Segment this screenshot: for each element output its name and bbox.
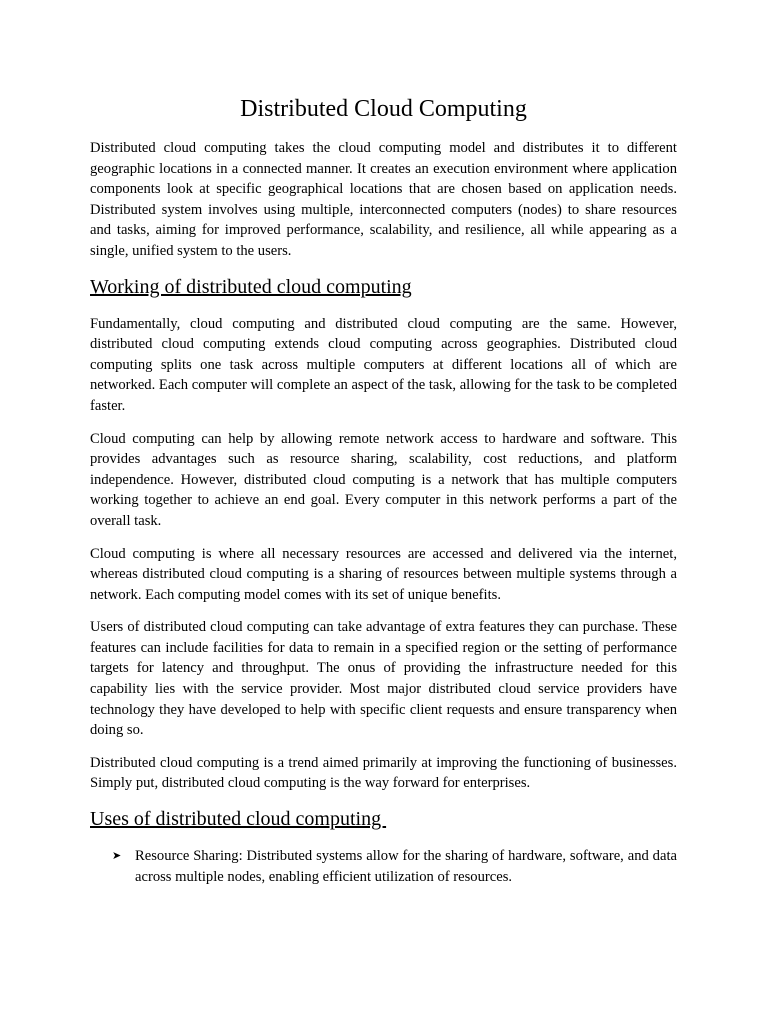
section-heading-uses: Uses of distributed cloud computing: [90, 808, 387, 831]
intro-paragraph: Distributed cloud computing takes the cloud computing model and distributes it to different geographic locations in a connected manner. It creates an execution environment where application components look at specific geographical locations that are chosen based on application needs. Distributed system involves using multiple, interconnected computers (nodes) to share resources and tasks, aiming for improved performance, scalability, and resilience, all while appearing as a single, unified system to the users.: [90, 140, 677, 259]
uses-bullet-list: [90, 846, 677, 887]
section-heading-working: Working of distributed cloud computing: [90, 275, 412, 298]
working-paragraph-5: Distributed cloud computing is a trend aimed primarily at improving the functioning of businesses. Simply put, distributed cloud computing is the way forward for enterprises.: [90, 754, 677, 792]
document-page: [90, 92, 677, 887]
working-paragraph-1: Fundamentally, cloud computing and distributed cloud computing are the same. However, distributed cloud computing extends cloud computing across geographies. Distributed cloud computing splits one task across multiple computers at different locations all of which are networked. Each computer will complete an aspect of the task, allowing for the task to be completed faster.: [90, 315, 677, 414]
working-paragraph-3: Cloud computing is where all necessary resources are accessed and delivered via the internet, whereas distributed cloud computing is a sharing of resources between multiple systems through a network. Each computing model comes with its set of unique benefits.: [90, 545, 677, 603]
document-title: Distributed Cloud Computing: [240, 96, 527, 122]
arrowhead-bullet-icon: ➤: [112, 849, 122, 863]
working-paragraph-2: Cloud computing can help by allowing remote network access to hardware and software. This provides advantages such as resource sharing, scalability, cost reductions, and platform independence. However, distributed cloud computing is a network that has multiple computers working together to achieve an end goal. Every computer in this network performs a part of the overall task.: [90, 430, 677, 529]
working-paragraph-4: Users of distributed cloud computing can take advantage of extra features they can purchase. These features can include facilities for data to remain in a specified region or the setting of performance targets for latency and throughput. The onus of providing the infrastructure needed for this capability lies with the service provider. Most major distributed cloud service providers have technology they have developed to help with specific client requests and ensure transparency when doing so.: [90, 619, 677, 739]
bullet-text-resource-sharing: Resource Sharing: Distributed systems allow for the sharing of hardware, software, and data across multiple nodes, enabling efficient utilization of resources.: [135, 848, 677, 885]
list-item: [90, 846, 677, 887]
